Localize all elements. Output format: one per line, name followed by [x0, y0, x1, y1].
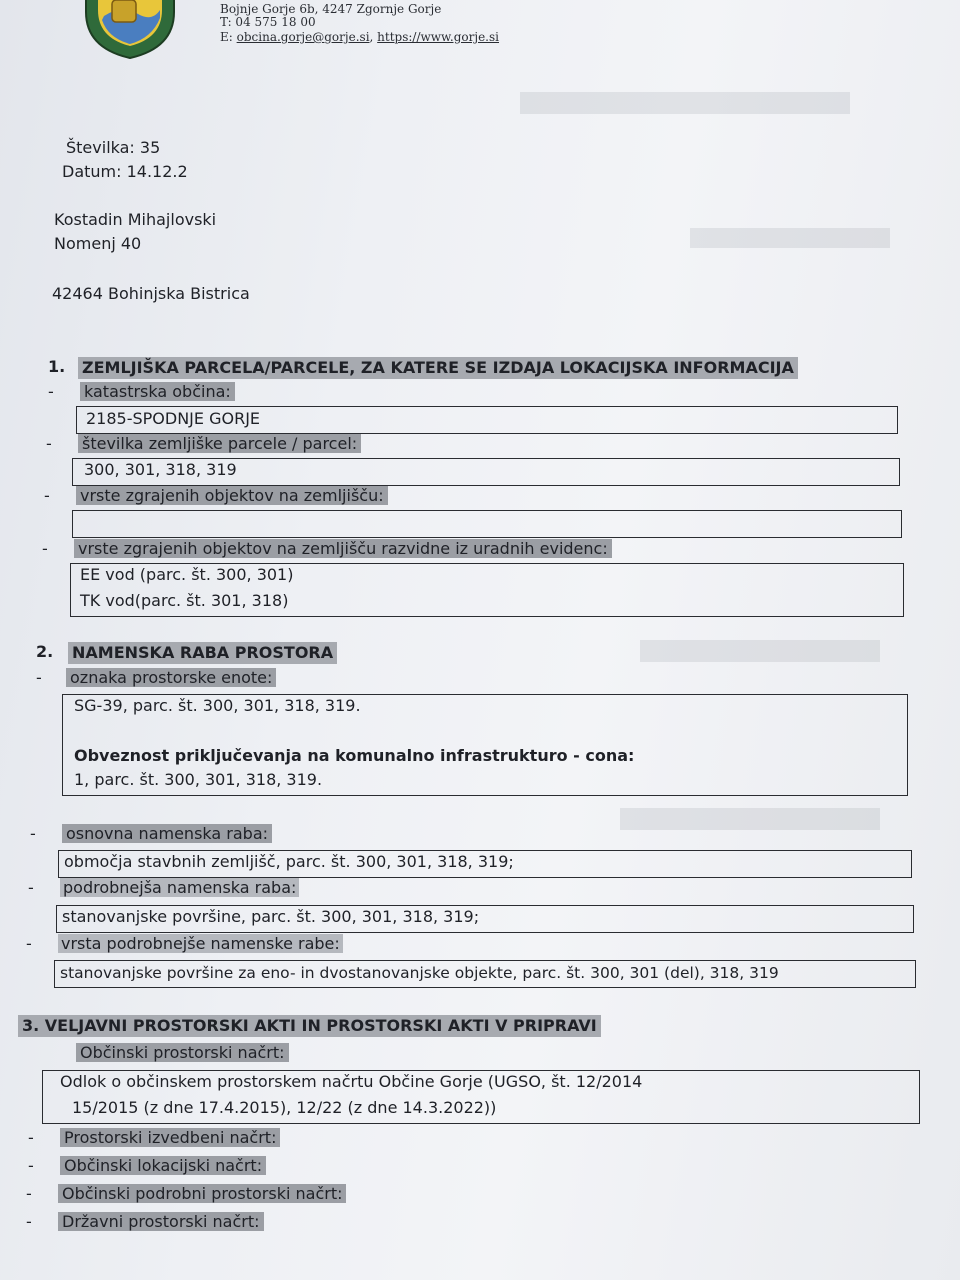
- vrsta-raba-value: stanovanjske površine za eno- in dvostanovanjske objekte, parc. št. 300, 301 (del), 318, 319: [60, 964, 779, 982]
- document-number: Številka: 35: [66, 138, 161, 157]
- list-dash: -: [28, 878, 34, 897]
- list-dash: -: [36, 668, 42, 687]
- oznaka-value: SG-39, parc. št. 300, 301, 318, 319.: [74, 696, 361, 715]
- podrobnejsa-raba-value: stanovanjske površine, parc. št. 300, 301, 318, 319;: [62, 907, 480, 926]
- odlok-line-2: 15/2015 (z dne 17.4.2015), 12/22 (z dne 14.3.2022)): [72, 1098, 497, 1117]
- evidence-label: vrste zgrajenih objektov na zemljišču razvidne iz uradnih evidenc:: [74, 539, 612, 558]
- lokacijski-nacrt-label: Občinski lokacijski načrt:: [60, 1156, 266, 1175]
- podrobnejsa-raba-label: podrobnejša namenska raba:: [60, 878, 299, 897]
- objekti-box: [72, 510, 902, 538]
- obcinski-prostorski-nacrt-label: Občinski prostorski načrt:: [76, 1043, 289, 1062]
- section-1-number: 1.: [48, 357, 66, 376]
- katastrska-obcina-value: 2185-SPODNJE GORJE: [86, 409, 261, 428]
- odlok-line-1: Odlok o občinskem prostorskem načrtu Občine Gorje (UGSO, št. 12/2014: [60, 1072, 643, 1091]
- header-contact-line: [220, 30, 499, 44]
- vrsta-raba-label: vrsta podrobnejše namenske rabe:: [58, 934, 343, 953]
- recipient-city: 42464 Bohinjska Bistrica: [52, 284, 250, 303]
- obveznost-label: Obveznost priključevanja na komunalno infrastrukturo - cona:: [74, 746, 635, 765]
- list-dash: -: [42, 539, 48, 558]
- list-dash: -: [30, 824, 36, 843]
- list-dash: -: [26, 1212, 32, 1231]
- drzavni-nacrt-label: Državni prostorski načrt:: [58, 1212, 264, 1231]
- recipient-name: Kostadin Mihajlovski: [54, 210, 217, 229]
- list-dash: -: [46, 434, 52, 453]
- municipality-crest-logo: [82, 0, 178, 60]
- section-3-title: 3. VELJAVNI PROSTORSKI AKTI IN PROSTORSKI AKTI V PRIPRAVI: [18, 1015, 601, 1037]
- list-dash: -: [28, 1128, 34, 1147]
- izvedbeni-nacrt-label: Prostorski izvedbeni načrt:: [60, 1128, 280, 1147]
- osnovna-raba-value: območja stavbnih zemljišč, parc. št. 300, 301, 318, 319;: [64, 852, 514, 871]
- obveznost-value: 1, parc. št. 300, 301, 318, 319.: [74, 770, 323, 789]
- header-email-label: E:: [220, 30, 237, 44]
- list-dash: -: [48, 382, 54, 401]
- header-email-link[interactable]: obcina.gorje@gorje.si: [236, 30, 370, 44]
- objekti-label: vrste zgrajenih objektov na zemljišču:: [76, 486, 388, 505]
- evidence-line-1: EE vod (parc. št. 300, 301): [80, 565, 294, 584]
- parcele-label: številka zemljiške parcele / parcel:: [78, 434, 361, 453]
- header-separator: ,: [369, 30, 378, 44]
- evidence-line-2: TK vod(parc. št. 301, 318): [80, 591, 289, 610]
- bleed-through-mark: [620, 808, 880, 830]
- document-date: Datum: 14.12.2: [62, 162, 188, 181]
- bleed-through-mark: [520, 92, 850, 114]
- header-address: Bojnje Gorje 6b, 4247 Zgornje Gorje: [220, 2, 442, 16]
- list-dash: -: [26, 934, 32, 953]
- bleed-through-mark: [690, 228, 890, 248]
- header-website-link[interactable]: https://www.gorje.si: [377, 30, 499, 44]
- list-dash: -: [44, 486, 50, 505]
- header-phone: T: 04 575 18 00: [220, 15, 316, 29]
- podrobni-nacrt-label: Občinski podrobni prostorski načrt:: [58, 1184, 346, 1203]
- section-2-title: NAMENSKA RABA PROSTORA: [68, 642, 337, 664]
- section-1-title: ZEMLJIŠKA PARCELA/PARCELE, ZA KATERE SE IZDAJA LOKACIJSKA INFORMACIJA: [78, 357, 798, 379]
- recipient-street: Nomenj 40: [54, 234, 142, 253]
- parcele-value: 300, 301, 318, 319: [84, 460, 237, 479]
- oznaka-label: oznaka prostorske enote:: [66, 668, 276, 687]
- section-2-number: 2.: [36, 642, 54, 661]
- katastrska-obcina-label: katastrska občina:: [80, 382, 235, 401]
- osnovna-raba-label: osnovna namenska raba:: [62, 824, 272, 843]
- list-dash: -: [26, 1184, 32, 1203]
- bleed-through-mark: [640, 640, 880, 662]
- list-dash: -: [28, 1156, 34, 1175]
